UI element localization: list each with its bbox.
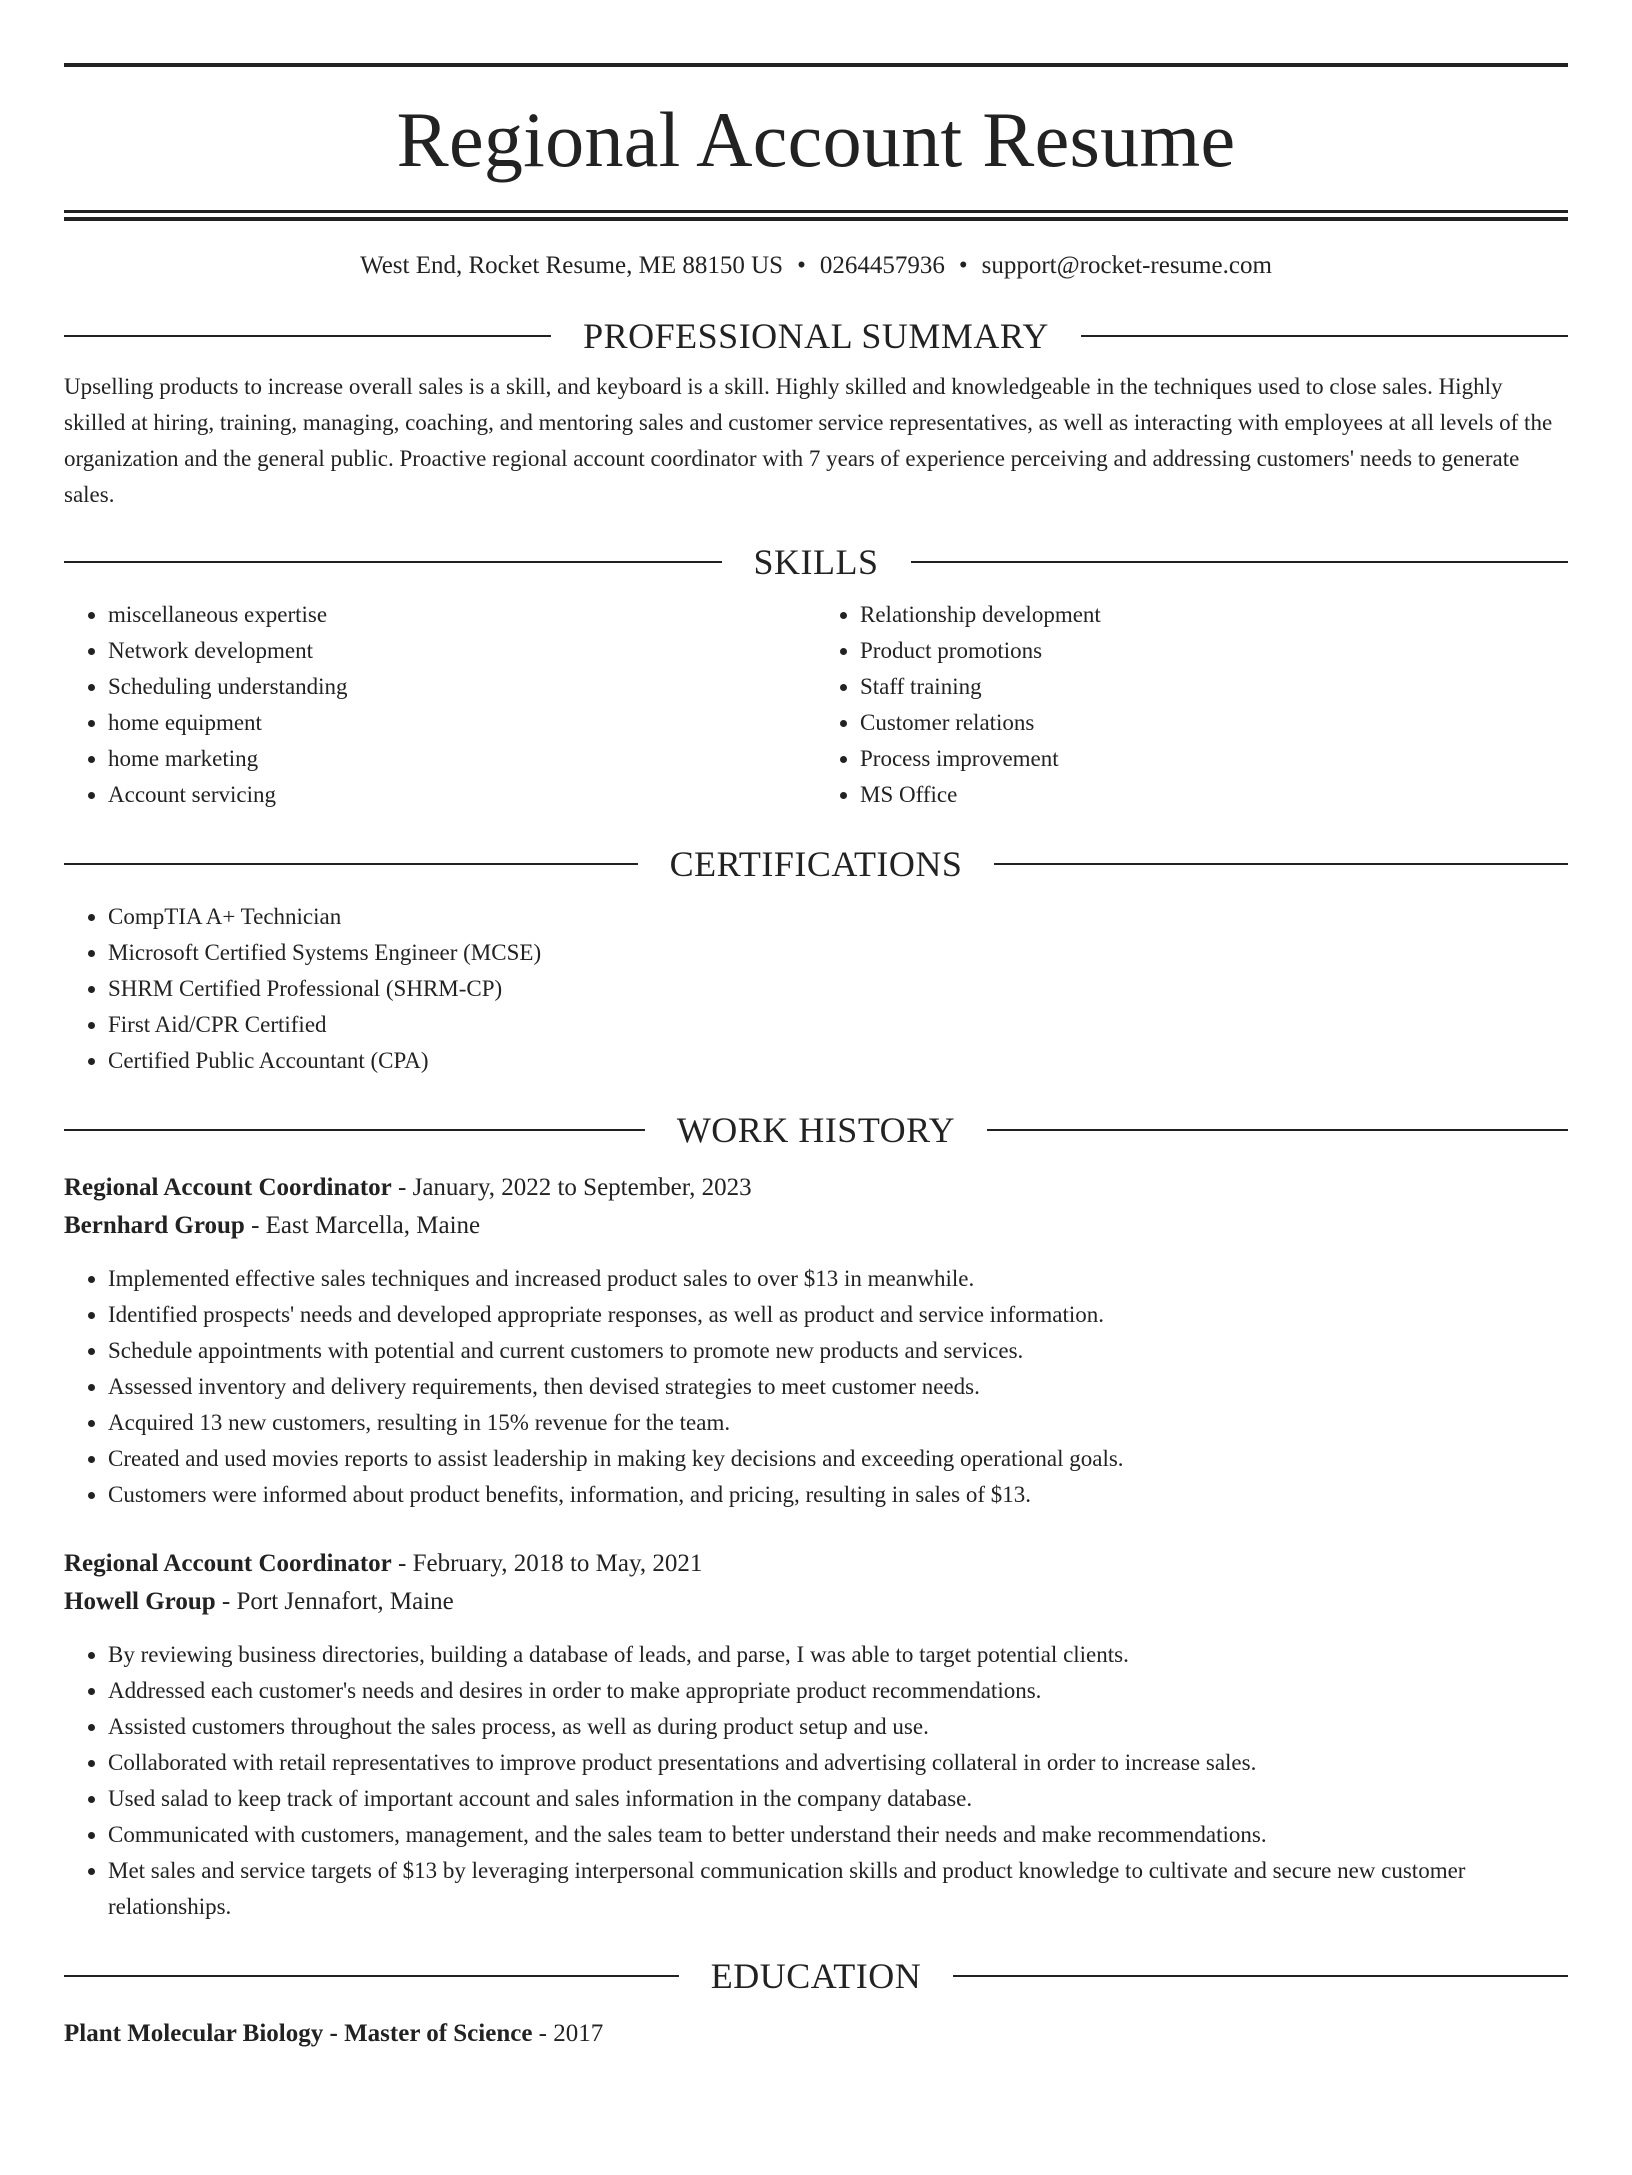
heading-rule-left: [64, 335, 551, 337]
job-entry: [64, 1545, 1568, 1925]
skills-heading-label: SKILLS: [753, 542, 879, 582]
skills-column-right: [816, 597, 1568, 813]
job-company: Howell Group: [64, 1588, 216, 1615]
skills-heading: [64, 537, 1568, 587]
heading-rule-right: [911, 561, 1569, 563]
certification-item: • SHRM Certified Professional (SHRM-CP): [108, 971, 1568, 1007]
heading-rule-left: [64, 1129, 645, 1131]
skills-columns: [64, 597, 1568, 813]
skill-item: • Scheduling understanding: [108, 669, 816, 705]
certification-item: • First Aid/CPR Certified: [108, 1007, 1568, 1043]
summary-heading-label: PROFESSIONAL SUMMARY: [583, 316, 1049, 356]
job-duty: • Created and used movies reports to assist leadership in making key decisions and exceeding operational goals.: [108, 1441, 1568, 1477]
job-entry: [64, 1169, 1568, 1513]
education-heading: [64, 1951, 1568, 2001]
job-duty: • Acquired 13 new customers, resulting in 15% revenue for the team.: [108, 1405, 1568, 1441]
certifications-list: [64, 899, 1568, 1079]
job-title-line: Regional Account Coordinator - January, 2022 to September, 2023: [64, 1174, 752, 1201]
job-duty: • Customers were informed about product benefits, information, and pricing, resulting in sales of $13.: [108, 1477, 1568, 1513]
job-duty: • Used salad to keep track of important account and sales information in the company database.: [108, 1781, 1568, 1817]
skills-list-left: [64, 597, 816, 813]
resume-page: [0, 63, 1632, 2175]
job-duties-list: [64, 1637, 1568, 1925]
job-duty: • Identified prospects' needs and developed appropriate responses, as well as product and service information.: [108, 1297, 1568, 1333]
job-duty: • Collaborated with retail representatives to improve product presentations and advertising collateral in order to increase sales.: [108, 1745, 1568, 1781]
job-location: Port Jennafort, Maine: [236, 1588, 454, 1615]
job-title: Regional Account Coordinator: [64, 1174, 392, 1201]
certifications-heading-label: CERTIFICATIONS: [669, 844, 963, 884]
contact-address: West End, Rocket Resume, ME 88150 US: [360, 252, 784, 279]
education-degree: Plant Molecular Biology - Master of Science: [64, 2020, 533, 2047]
job-duty: • Addressed each customer's needs and desires in order to make appropriate product recommendations.: [108, 1673, 1568, 1709]
skill-item: • MS Office: [860, 777, 1568, 813]
job-title-line: Regional Account Coordinator - February, 2018 to May, 2021: [64, 1550, 703, 1577]
work-history-heading-label: WORK HISTORY: [676, 1110, 956, 1150]
education-heading-label: EDUCATION: [710, 1956, 922, 1996]
skill-item: • Network development: [108, 633, 816, 669]
certification-item: • Microsoft Certified Systems Engineer (MCSE): [108, 935, 1568, 971]
job-duty: • Assisted customers throughout the sales process, as well as during product setup and use.: [108, 1709, 1568, 1745]
certifications-heading: [64, 839, 1568, 889]
job-duty: • Met sales and service targets of $13 by leveraging interpersonal communication skills and product knowledge to cultivate and secure new customer relationships.: [108, 1853, 1568, 1925]
job-company-line: Bernhard Group - East Marcella, Maine: [64, 1212, 481, 1239]
skill-item: • Staff training: [860, 669, 1568, 705]
skill-item: • Customer relations: [860, 705, 1568, 741]
job-duty: • Communicated with customers, management, and the sales team to better understand their needs and make recommendations.: [108, 1817, 1568, 1853]
skills-column-left: [64, 597, 816, 813]
job-company: Bernhard Group: [64, 1212, 245, 1239]
contact-separator: •: [797, 252, 806, 279]
job-dates: January, 2022 to September, 2023: [412, 1174, 752, 1201]
contact-line: [64, 251, 1568, 281]
certification-item: • CompTIA A+ Technician: [108, 899, 1568, 935]
job-duty: • Implemented effective sales techniques and increased product sales to over $13 in meanwhile.: [108, 1261, 1568, 1297]
skills-list-right: [816, 597, 1568, 813]
job-dates: February, 2018 to May, 2021: [412, 1550, 703, 1577]
heading-rule-right: [994, 863, 1568, 865]
skill-item: • Product promotions: [860, 633, 1568, 669]
education-year: 2017: [553, 2020, 604, 2047]
job-duty: • Schedule appointments with potential and current customers to promote new products and services.: [108, 1333, 1568, 1369]
top-rule: [64, 63, 1568, 67]
skill-item: • Account servicing: [108, 777, 816, 813]
job-duty: • Assessed inventory and delivery requirements, then devised strategies to meet customer needs.: [108, 1369, 1568, 1405]
summary-heading: [64, 311, 1568, 361]
skill-item: • Relationship development: [860, 597, 1568, 633]
certification-item: • Certified Public Accountant (CPA): [108, 1043, 1568, 1079]
job-location: East Marcella, Maine: [265, 1212, 481, 1239]
contact-separator: •: [958, 252, 968, 279]
contact-phone: 0264457936: [819, 252, 945, 279]
job-duties-list: [64, 1261, 1568, 1513]
job-title: Regional Account Coordinator: [64, 1550, 392, 1577]
heading-rule-right: [987, 1129, 1568, 1131]
heading-rule-left: [64, 863, 638, 865]
work-history-heading: [64, 1105, 1568, 1155]
heading-rule-left: [64, 561, 722, 563]
job-company-line: Howell Group - Port Jennafort, Maine: [64, 1588, 454, 1615]
heading-rule-right: [1081, 335, 1568, 337]
skill-item: • home equipment: [108, 705, 816, 741]
heading-rule-right: [953, 1975, 1568, 1977]
contact-email: support@rocket-resume.com: [981, 252, 1272, 279]
page-title: Regional Account Resume: [396, 96, 1236, 183]
title-double-rule: [64, 210, 1568, 221]
job-duty: • By reviewing business directories, building a database of leads, and parse, I was able to target potential clients.: [108, 1637, 1568, 1673]
summary-text: Upselling products to increase overall sales is a skill, and keyboard is a skill. Highly skilled and knowledgeable in the techniques used to close sales. Highly skilled at hiring, training, managing, coaching, and mentoring sales and customer service representatives, as well as interacting with employees at all levels of the organization and the general public. Proactive regional account coordinator with 7 years of experience perceiving and addressing customers' needs to generate sales.: [64, 374, 1553, 507]
heading-rule-left: [64, 1975, 679, 1977]
skill-item: • home marketing: [108, 741, 816, 777]
skill-item: • Process improvement: [860, 741, 1568, 777]
skill-item: • miscellaneous expertise: [108, 597, 816, 633]
education-entry: Plant Molecular Biology - Master of Science - 2017: [64, 2020, 604, 2047]
